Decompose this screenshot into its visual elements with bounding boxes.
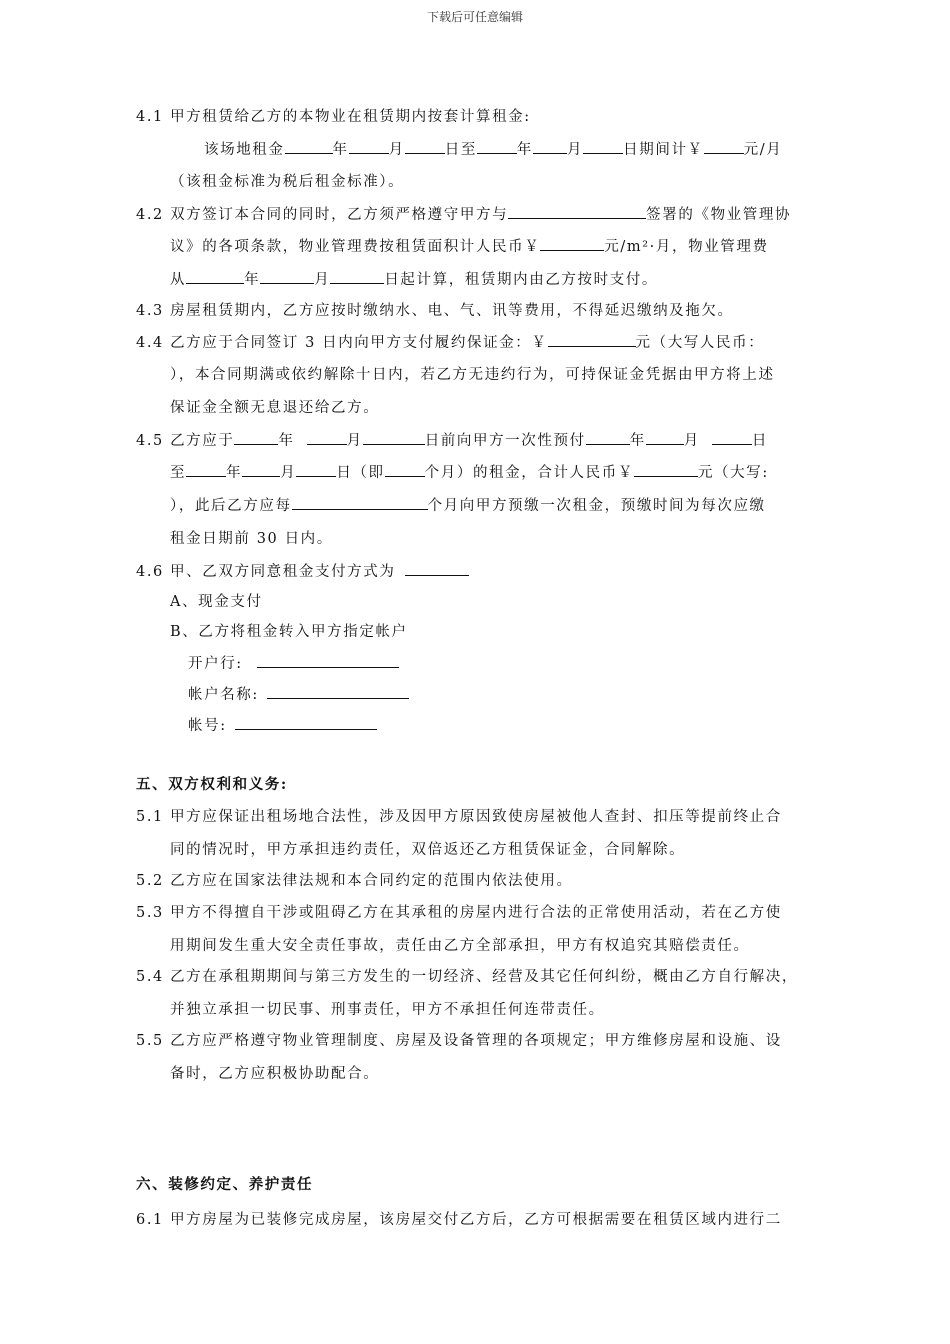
clause-4-2-line2: 议》的各项条款，物业管理费按租赁面积计人民币￥ 元/m²·月，物业管理费 [170,239,769,255]
clause-4-3: 4.3 房屋租赁期内，乙方应按时缴纳水、电、气、讯等费用，不得延迟缴纳及拖欠。 [136,303,734,319]
clause-5-5-line1: 5.5 乙方应严格遵守物业管理制度、房屋及设备管理的各项规定；甲方维修房屋和设施、设 [136,1033,782,1049]
clause-4-5-line2: 至 年 月 日（即 个月）的租金，合计人民币￥ 元（大写: [170,465,769,481]
blank-deposit-amount[interactable] [548,333,636,347]
blank-start-month[interactable] [349,140,389,154]
clause-5-5-line2: 备时，乙方应积极协助配合。 [170,1066,380,1082]
bank-line: 开户行: [188,654,399,673]
account-name-line: 帐户名称: [188,685,409,704]
clause-4-4-line2: ），本合同期满或依约解除十日内，若乙方无违约行为，可持保证金凭据由甲方将上述 [170,367,775,383]
blank-start-year[interactable] [285,140,333,154]
clause-4-5-line4: 租金日期前 30 日内。 [170,531,333,547]
blank-fee-day[interactable] [330,270,384,284]
clause-5-1-line1: 5.1 甲方应保证出租场地合法性，涉及因甲方原因致使房屋被他人查封、扣压等提前终止合 [136,809,782,825]
clause-5-3-line2: 用期间发生重大安全责任事故，责任由乙方全部承担，甲方有权追究其赔偿责任。 [170,938,750,954]
section-6-heading: 六、装修约定、养护责任 [136,1176,314,1193]
blank-pay-year[interactable] [234,431,278,445]
blank-monthly-rent[interactable] [704,140,744,154]
page-header: 下载后可任意编辑 [426,10,523,24]
clause-4-5-line3: ），此后乙方应每 个月向甲方预缴一次租金，预缴时间为每次应缴 [170,498,766,514]
blank-management-fee[interactable] [540,237,604,251]
blank-prepay-total[interactable] [634,463,698,477]
blank-fee-month[interactable] [260,270,314,284]
blank-pay-month[interactable] [307,431,347,445]
clause-5-1-line2: 同的情况时，甲方承担违约责任，双倍返还乙方租赁保证金，合同解除。 [170,842,686,858]
clause-4-2-line1: 4.2 双方签订本合同的同时，乙方须严格遵守甲方与 签署的《物业管理协 [136,207,792,223]
account-number-line: 帐号: [188,716,377,735]
section-5-heading: 五、双方权利和义务: [136,776,288,793]
blank-prepay-interval[interactable] [292,496,428,510]
option-b-transfer: B、乙方将租金转入甲方指定帐户 [170,624,408,640]
blank-end-year[interactable] [477,140,517,154]
blank-period-end-day[interactable] [296,463,336,477]
clause-5-2: 5.2 乙方应在国家法律法规和本合同约定的范围内依法使用。 [136,873,573,889]
clause-4-1-note: （该租金标准为税后租金标准）。 [170,174,405,190]
blank-end-month[interactable] [533,140,567,154]
clause-4-2-line3: 从 年 月 日起计算，租赁期内由乙方按时支付。 [170,272,659,288]
clause-4-4-line3: 保证金全额无息退还给乙方。 [170,400,380,416]
clause-6-1-line1: 6.1 甲方房屋为已装修完成房屋，该房屋交付乙方后，乙方可根据需要在租赁区域内进行二 [136,1212,782,1228]
blank-period-start-day[interactable] [712,431,752,445]
blank-end-day[interactable] [583,140,623,154]
blank-bank[interactable] [257,654,399,668]
clause-4-1-rent-line: 该场地租金 年 月 日至 年 月 日期间计￥ 元/月 [204,142,783,158]
blank-period-end-month[interactable] [242,463,280,477]
blank-pay-day[interactable] [363,431,425,445]
blank-start-day[interactable] [405,140,445,154]
blank-months-count[interactable] [385,463,425,477]
clause-4-4-line1: 4.4 乙方应于合同签订 3 日内向甲方支付履约保证金：￥ 元（大写人民币： [136,335,765,351]
blank-payment-method[interactable] [405,562,469,576]
blank-account-name[interactable] [267,685,409,699]
clause-4-1-title: 4.1 甲方租赁给乙方的本物业在租赁期内按套计算租金: [136,109,531,125]
blank-period-start-year[interactable] [586,431,630,445]
clause-5-3-line1: 5.3 甲方不得擅自干涉或阻碍乙方在其承租的房屋内进行合法的正常使用活动，若在乙方使 [136,905,782,921]
blank-account-number[interactable] [235,716,377,730]
option-a-cash: A、现金支付 [170,594,263,610]
blank-fee-year[interactable] [186,270,244,284]
blank-period-start-month[interactable] [646,431,684,445]
clause-5-4-line1: 5.4 乙方在承租期期间与第三方发生的一切经济、经营及其它任何纠纷，概由乙方自行解决， [136,969,798,985]
clause-4-6-title: 4.6 甲、乙双方同意租金支付方式为 [136,562,469,581]
blank-period-end-year[interactable] [186,463,226,477]
blank-property-company[interactable] [508,205,646,219]
clause-5-4-line2: 并独立承担一切民事、刑事责任，甲方不承担任何连带责任。 [170,1002,605,1018]
clause-4-5-line1: 4.5 乙方应于 年 月 日前向甲方一次性预付 年 月 日 [136,433,769,449]
